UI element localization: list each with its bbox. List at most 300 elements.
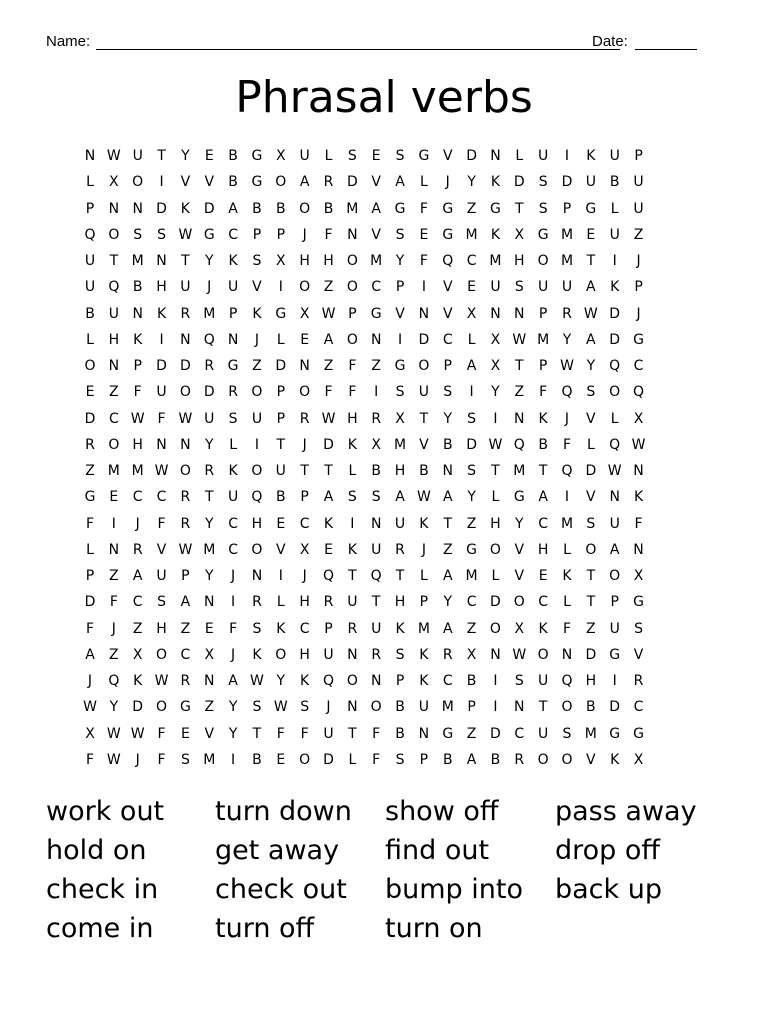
grid-letter[interactable]: F <box>85 751 95 768</box>
grid-letter[interactable]: H <box>490 515 501 532</box>
grid-letter[interactable]: D <box>203 384 215 401</box>
grid-letter[interactable]: W <box>631 436 646 453</box>
grid-letter[interactable]: B <box>228 174 238 191</box>
grid-letter[interactable]: O <box>132 174 144 191</box>
grid-letter[interactable]: J <box>111 620 116 637</box>
grid-letter[interactable]: T <box>443 515 453 532</box>
grid-letter[interactable]: Y <box>491 384 500 401</box>
grid-letter[interactable]: S <box>300 699 310 716</box>
grid-letter[interactable]: T <box>252 725 262 742</box>
grid-letter[interactable]: P <box>181 568 190 584</box>
grid-letter[interactable]: D <box>585 463 597 479</box>
grid-letter[interactable]: L <box>467 331 476 348</box>
grid-letter[interactable]: T <box>204 489 214 506</box>
grid-letter[interactable]: D <box>180 358 191 374</box>
grid-letter[interactable]: E <box>204 620 214 637</box>
grid-letter[interactable]: E <box>467 279 477 296</box>
grid-letter[interactable]: S <box>157 594 166 611</box>
grid-letter[interactable]: U <box>84 253 96 269</box>
grid-letter[interactable]: L <box>610 410 619 427</box>
grid-letter[interactable]: O <box>108 226 120 243</box>
grid-letter[interactable]: M <box>489 253 502 269</box>
grid-letter[interactable]: Q <box>633 384 645 401</box>
grid-letter[interactable]: U <box>609 620 620 637</box>
grid-letter[interactable]: T <box>348 725 357 742</box>
grid-letter[interactable]: W <box>512 331 527 348</box>
grid-letter[interactable]: F <box>157 725 166 742</box>
grid-letter[interactable]: B <box>371 463 381 479</box>
grid-letter[interactable]: N <box>633 541 644 558</box>
grid-letter[interactable]: O <box>418 358 430 374</box>
grid-letter[interactable]: U <box>275 463 286 479</box>
grid-letter[interactable]: G <box>633 725 644 742</box>
grid-letter[interactable]: U <box>204 410 215 427</box>
grid-letter[interactable]: J <box>302 568 307 584</box>
grid-letter[interactable]: C <box>299 620 310 637</box>
grid-letter[interactable]: O <box>84 358 96 374</box>
grid-letter[interactable]: L <box>276 594 285 611</box>
grid-letter[interactable]: U <box>538 279 549 296</box>
grid-letter[interactable]: V <box>442 279 453 296</box>
grid-letter[interactable]: N <box>561 646 573 663</box>
grid-letter[interactable]: B <box>586 699 596 716</box>
grid-letter[interactable]: S <box>252 699 262 716</box>
grid-letter[interactable]: F <box>229 620 238 637</box>
grid-letter[interactable]: G <box>394 200 406 217</box>
grid-letter[interactable]: C <box>466 594 477 611</box>
grid-letter[interactable]: R <box>371 646 382 663</box>
grid-letter[interactable]: M <box>441 699 454 716</box>
grid-letter[interactable]: P <box>419 751 429 768</box>
grid-letter[interactable]: D <box>513 174 525 191</box>
grid-letter[interactable]: U <box>418 699 430 716</box>
grid-letter[interactable]: N <box>132 200 143 217</box>
grid-letter[interactable]: N <box>204 673 215 689</box>
grid-letter[interactable]: A <box>323 331 334 348</box>
grid-letter[interactable]: E <box>276 515 286 532</box>
grid-letter[interactable]: I <box>159 174 164 191</box>
grid-letter[interactable]: N <box>490 646 501 663</box>
grid-letter[interactable]: X <box>490 358 501 374</box>
grid-letter[interactable]: I <box>612 673 617 689</box>
grid-letter[interactable]: B <box>538 436 548 453</box>
grid-letter[interactable]: R <box>180 489 191 506</box>
grid-letter[interactable]: Y <box>395 253 405 269</box>
grid-letter[interactable]: J <box>207 279 212 296</box>
grid-letter[interactable]: K <box>633 489 644 506</box>
grid-letter[interactable]: F <box>348 358 357 374</box>
grid-letter[interactable]: G <box>251 174 263 191</box>
grid-letter[interactable]: K <box>490 226 501 243</box>
grid-letter[interactable]: X <box>371 436 381 453</box>
grid-letter[interactable]: I <box>278 568 283 584</box>
grid-letter[interactable]: S <box>586 384 596 401</box>
grid-letter[interactable]: C <box>538 594 549 611</box>
grid-letter[interactable]: Y <box>562 331 572 348</box>
grid-letter[interactable]: K <box>133 331 143 348</box>
grid-letter[interactable]: H <box>299 253 310 269</box>
grid-letter[interactable]: O <box>156 646 168 663</box>
grid-letter[interactable]: Z <box>85 463 95 479</box>
grid-letter[interactable]: W <box>583 305 598 322</box>
grid-letter[interactable]: S <box>395 751 405 768</box>
grid-letter[interactable]: N <box>299 358 310 374</box>
grid-letter[interactable]: O <box>489 541 501 558</box>
grid-letter[interactable]: C <box>228 515 238 532</box>
grid-letter[interactable]: T <box>491 463 500 479</box>
grid-letter[interactable]: N <box>347 699 358 716</box>
grid-letter[interactable]: I <box>254 436 259 453</box>
grid-letter[interactable]: G <box>418 148 430 164</box>
grid-letter[interactable]: I <box>469 384 474 401</box>
grid-letter[interactable]: C <box>228 541 238 558</box>
grid-letter[interactable]: P <box>276 410 286 427</box>
grid-letter[interactable]: K <box>419 673 429 689</box>
grid-letter[interactable]: B <box>275 489 286 506</box>
grid-letter[interactable]: G <box>633 594 644 611</box>
grid-letter[interactable]: G <box>513 489 525 506</box>
grid-letter[interactable]: P <box>300 489 309 506</box>
grid-letter[interactable]: I <box>493 410 498 427</box>
grid-letter[interactable]: V <box>442 148 453 164</box>
grid-letter[interactable]: X <box>466 305 477 322</box>
grid-letter[interactable]: Z <box>466 620 477 637</box>
grid-letter[interactable]: E <box>109 489 119 506</box>
grid-letter[interactable]: X <box>395 410 405 427</box>
grid-letter[interactable]: O <box>179 463 191 479</box>
grid-letter[interactable]: B <box>275 200 286 217</box>
grid-letter[interactable]: M <box>107 463 120 479</box>
grid-letter[interactable]: F <box>419 253 428 269</box>
grid-letter[interactable]: C <box>228 226 238 243</box>
grid-letter[interactable]: C <box>514 725 525 742</box>
grid-letter[interactable]: X <box>514 226 525 243</box>
grid-letter[interactable]: B <box>395 725 405 742</box>
grid-letter[interactable]: J <box>636 253 641 269</box>
grid-letter[interactable]: M <box>203 751 216 768</box>
grid-letter[interactable]: O <box>346 279 358 296</box>
grid-letter[interactable]: N <box>514 699 525 716</box>
grid-letter[interactable]: U <box>633 174 644 191</box>
grid-letter[interactable]: D <box>609 331 621 348</box>
grid-letter[interactable]: U <box>156 384 167 401</box>
grid-letter[interactable]: K <box>323 515 334 532</box>
grid-letter[interactable]: D <box>490 725 501 742</box>
grid-letter[interactable]: V <box>371 226 381 243</box>
grid-letter[interactable]: A <box>132 568 143 584</box>
grid-letter[interactable]: D <box>490 594 501 611</box>
grid-letter[interactable]: Z <box>132 620 143 637</box>
grid-letter[interactable]: U <box>371 620 382 637</box>
grid-letter[interactable]: N <box>514 305 525 322</box>
grid-letter[interactable]: W <box>416 489 431 506</box>
grid-letter[interactable]: O <box>537 646 549 663</box>
grid-letter[interactable]: C <box>442 331 453 348</box>
grid-letter[interactable]: X <box>299 305 310 322</box>
grid-letter[interactable]: O <box>346 253 358 269</box>
grid-letter[interactable]: A <box>466 358 477 374</box>
grid-letter[interactable]: K <box>347 436 357 453</box>
grid-letter[interactable]: R <box>180 515 191 532</box>
grid-letter[interactable]: A <box>180 594 191 611</box>
grid-letter[interactable]: H <box>394 594 406 611</box>
grid-letter[interactable]: R <box>228 384 238 401</box>
grid-letter[interactable]: S <box>443 384 453 401</box>
grid-letter[interactable]: L <box>515 148 524 164</box>
grid-letter[interactable]: H <box>299 594 310 611</box>
grid-letter[interactable]: K <box>276 620 286 637</box>
grid-letter[interactable]: N <box>442 463 453 479</box>
grid-letter[interactable]: G <box>203 226 215 243</box>
grid-letter[interactable]: N <box>347 226 358 243</box>
grid-letter[interactable]: L <box>276 331 285 348</box>
grid-letter[interactable]: H <box>299 646 310 663</box>
grid-letter[interactable]: O <box>537 751 549 768</box>
grid-letter[interactable]: A <box>442 489 453 506</box>
grid-letter[interactable]: W <box>607 463 622 479</box>
grid-letter[interactable]: F <box>372 725 381 742</box>
grid-letter[interactable]: O <box>489 620 501 637</box>
grid-letter[interactable]: F <box>419 200 428 217</box>
grid-letter[interactable]: J <box>302 436 307 453</box>
grid-letter[interactable]: Y <box>181 148 190 164</box>
grid-letter[interactable]: D <box>132 699 144 716</box>
grid-letter[interactable]: X <box>490 331 501 348</box>
grid-letter[interactable]: W <box>83 699 97 716</box>
grid-letter[interactable]: B <box>419 463 429 479</box>
grid-letter[interactable]: O <box>513 594 525 611</box>
grid-letter[interactable]: V <box>252 279 262 296</box>
grid-letter[interactable]: L <box>586 436 595 453</box>
grid-letter[interactable]: L <box>86 331 94 348</box>
grid-letter[interactable]: K <box>538 620 548 637</box>
grid-letter[interactable]: L <box>610 200 619 217</box>
grid-letter[interactable]: P <box>348 305 357 322</box>
grid-letter[interactable]: K <box>419 515 429 532</box>
grid-letter[interactable]: I <box>350 515 355 532</box>
grid-letter[interactable]: M <box>513 463 526 479</box>
grid-letter[interactable]: Z <box>109 568 119 584</box>
grid-letter[interactable]: R <box>514 751 525 768</box>
grid-letter[interactable]: X <box>85 725 95 742</box>
grid-letter[interactable]: N <box>108 358 120 374</box>
grid-letter[interactable]: D <box>561 174 573 191</box>
grid-letter[interactable]: T <box>538 463 548 479</box>
grid-letter[interactable]: Q <box>561 384 573 401</box>
grid-letter[interactable]: F <box>634 515 643 532</box>
grid-letter[interactable]: N <box>490 148 501 164</box>
grid-letter[interactable]: O <box>561 699 573 716</box>
grid-letter[interactable]: T <box>276 436 286 453</box>
grid-letter[interactable]: F <box>324 384 333 401</box>
grid-letter[interactable]: D <box>156 358 167 374</box>
grid-letter[interactable]: W <box>321 410 336 427</box>
grid-letter[interactable]: R <box>180 673 191 689</box>
grid-letter[interactable]: Z <box>514 384 525 401</box>
grid-letter[interactable]: A <box>466 751 477 768</box>
grid-letter[interactable]: U <box>371 541 382 558</box>
grid-letter[interactable]: I <box>111 515 116 532</box>
grid-letter[interactable]: T <box>300 463 309 479</box>
grid-letter[interactable]: Q <box>561 463 573 479</box>
grid-letter[interactable]: D <box>203 200 215 217</box>
grid-letter[interactable]: O <box>156 699 168 716</box>
grid-letter[interactable]: S <box>252 253 262 269</box>
grid-letter[interactable]: H <box>585 673 597 689</box>
grid-letter[interactable]: Q <box>251 489 263 506</box>
grid-letter[interactable]: C <box>633 358 644 374</box>
grid-letter[interactable]: S <box>467 410 477 427</box>
grid-letter[interactable]: Y <box>109 699 119 716</box>
grid-letter[interactable]: P <box>538 358 548 374</box>
grid-letter[interactable]: Z <box>323 358 334 374</box>
grid-letter[interactable]: Q <box>322 673 335 689</box>
grid-letter[interactable]: G <box>609 725 621 742</box>
grid-letter[interactable]: K <box>156 305 167 322</box>
grid-letter[interactable]: Y <box>467 489 476 506</box>
grid-letter[interactable]: J <box>445 174 450 191</box>
grid-letter[interactable]: K <box>228 253 238 269</box>
grid-letter[interactable]: N <box>156 436 167 453</box>
grid-letter[interactable]: R <box>204 463 215 479</box>
grid-letter[interactable]: F <box>85 515 95 532</box>
grid-letter[interactable]: U <box>490 279 501 296</box>
grid-letter[interactable]: S <box>538 174 548 191</box>
grid-letter[interactable]: I <box>493 699 498 716</box>
grid-letter[interactable]: X <box>299 541 310 558</box>
grid-letter[interactable]: L <box>348 463 357 479</box>
grid-letter[interactable]: Q <box>108 279 120 296</box>
grid-letter[interactable]: C <box>132 594 143 611</box>
grid-letter[interactable]: N <box>132 305 143 322</box>
grid-letter[interactable]: P <box>538 305 548 322</box>
grid-letter[interactable]: J <box>87 673 93 689</box>
grid-letter[interactable]: J <box>326 699 331 716</box>
grid-letter[interactable]: O <box>251 463 263 479</box>
grid-letter[interactable]: Z <box>466 725 477 742</box>
grid-letter[interactable]: A <box>299 174 310 191</box>
grid-letter[interactable]: M <box>131 253 144 269</box>
grid-letter[interactable]: R <box>395 541 405 558</box>
grid-letter[interactable]: G <box>179 699 191 716</box>
grid-letter[interactable]: R <box>323 594 334 611</box>
grid-letter[interactable]: U <box>538 673 549 689</box>
grid-letter[interactable]: R <box>85 436 95 453</box>
grid-letter[interactable]: K <box>562 568 572 584</box>
grid-letter[interactable]: G <box>442 226 454 243</box>
grid-letter[interactable]: Q <box>513 436 525 453</box>
grid-letter[interactable]: P <box>85 200 95 217</box>
grid-letter[interactable]: B <box>252 200 262 217</box>
grid-letter[interactable]: K <box>347 541 357 558</box>
grid-letter[interactable]: V <box>371 174 381 191</box>
grid-letter[interactable]: R <box>299 410 310 427</box>
grid-letter[interactable]: E <box>276 751 286 768</box>
grid-letter[interactable]: E <box>180 725 190 742</box>
grid-letter[interactable]: G <box>442 725 454 742</box>
grid-letter[interactable]: U <box>299 148 310 164</box>
grid-letter[interactable]: U <box>633 200 644 217</box>
grid-letter[interactable]: Y <box>228 699 238 716</box>
grid-letter[interactable]: K <box>252 646 262 663</box>
grid-letter[interactable]: J <box>254 331 259 348</box>
grid-letter[interactable]: S <box>467 463 477 479</box>
grid-letter[interactable]: X <box>633 410 644 427</box>
grid-letter[interactable]: N <box>108 200 120 217</box>
grid-letter[interactable]: H <box>514 253 525 269</box>
grid-letter[interactable]: V <box>180 174 191 191</box>
grid-letter[interactable]: N <box>180 436 191 453</box>
grid-letter[interactable]: X <box>132 646 143 663</box>
grid-letter[interactable]: H <box>251 515 263 532</box>
grid-letter[interactable]: W <box>321 305 336 322</box>
grid-letter[interactable]: A <box>395 489 405 506</box>
grid-letter[interactable]: J <box>231 568 236 584</box>
grid-letter[interactable]: U <box>227 279 239 296</box>
grid-letter[interactable]: T <box>157 148 166 164</box>
grid-letter[interactable]: Y <box>204 436 214 453</box>
grid-letter[interactable]: F <box>85 620 95 637</box>
grid-letter[interactable]: Q <box>203 331 215 348</box>
grid-letter[interactable]: H <box>394 463 406 479</box>
grid-letter[interactable]: P <box>443 358 452 374</box>
grid-letter[interactable]: U <box>561 279 573 296</box>
grid-letter[interactable]: W <box>178 410 193 427</box>
grid-letter[interactable]: O <box>561 751 573 768</box>
grid-letter[interactable]: G <box>466 541 478 558</box>
grid-letter[interactable]: N <box>633 463 644 479</box>
grid-letter[interactable]: U <box>609 515 620 532</box>
grid-letter[interactable]: E <box>538 568 548 584</box>
grid-letter[interactable]: G <box>490 200 501 217</box>
grid-letter[interactable]: L <box>348 751 357 768</box>
grid-letter[interactable]: V <box>514 568 525 584</box>
grid-letter[interactable]: O <box>275 174 287 191</box>
grid-letter[interactable]: H <box>323 253 334 269</box>
grid-letter[interactable]: B <box>442 751 453 768</box>
grid-letter[interactable]: E <box>324 541 333 558</box>
grid-letter[interactable]: D <box>609 699 621 716</box>
grid-letter[interactable]: X <box>204 646 215 663</box>
grid-letter[interactable]: E <box>419 226 429 243</box>
grid-letter[interactable]: J <box>564 410 570 427</box>
grid-letter[interactable]: I <box>278 279 283 296</box>
grid-letter[interactable]: S <box>347 148 357 164</box>
grid-letter[interactable]: R <box>132 541 143 558</box>
grid-letter[interactable]: E <box>204 148 214 164</box>
grid-letter[interactable]: W <box>560 358 574 374</box>
grid-letter[interactable]: K <box>252 305 262 322</box>
grid-letter[interactable]: N <box>84 148 96 164</box>
grid-letter[interactable]: U <box>323 646 334 663</box>
grid-letter[interactable]: K <box>180 200 190 217</box>
grid-letter[interactable]: A <box>442 620 453 637</box>
grid-letter[interactable]: R <box>371 410 382 427</box>
grid-letter[interactable]: J <box>135 751 140 768</box>
grid-letter[interactable]: X <box>633 751 644 768</box>
grid-letter[interactable]: B <box>85 305 95 322</box>
grid-letter[interactable]: K <box>419 646 429 663</box>
grid-letter[interactable]: W <box>250 673 264 689</box>
grid-letter[interactable]: U <box>609 226 620 243</box>
grid-letter[interactable]: N <box>418 305 430 322</box>
grid-letter[interactable]: W <box>178 226 193 243</box>
grid-letter[interactable]: N <box>370 673 382 689</box>
grid-letter[interactable]: W <box>106 148 121 164</box>
grid-letter[interactable]: W <box>154 673 169 689</box>
grid-letter[interactable]: Q <box>322 568 335 584</box>
grid-letter[interactable]: W <box>488 436 503 453</box>
